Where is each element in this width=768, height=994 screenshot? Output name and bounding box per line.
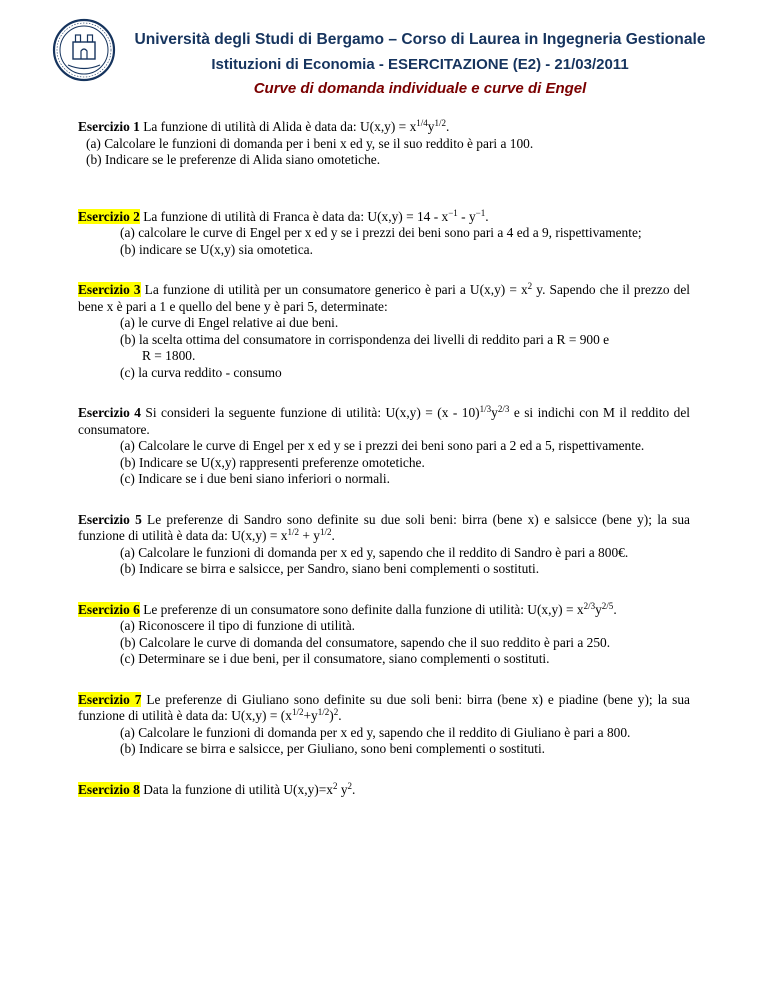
- exercise-7: [78, 692, 690, 758]
- exercise-item: (c) la curva reddito - consumo: [120, 364, 282, 380]
- topic-title: Curve di domanda individuale e curve di Engel: [253, 80, 587, 97]
- exercise-list: [78, 119, 690, 822]
- exercise-item: (b) Indicare se U(x,y) rappresenti preferenze omotetiche.: [120, 454, 425, 470]
- exercise-4: [78, 405, 690, 488]
- exercise-item: (b) la scelta ottima del consumatore in corrispondenza dei livelli di reddito pari a R = 900 e: [120, 331, 610, 347]
- exercise-title: Esercizio 1: [78, 119, 140, 134]
- exercise-title: Esercizio 6: [78, 601, 140, 617]
- exercise-5: [78, 512, 690, 578]
- exercise-item: (c) Indicare se i due beni siano inferiori o normali.: [120, 471, 390, 486]
- exercise-item: (b) Indicare se birra e salsicce, per Giuliano, sono beni complementi o sostituti.: [120, 741, 546, 756]
- exercise-item: (b) Indicare se le preferenze di Alida siano omotetiche.: [86, 152, 381, 167]
- exercise-title: Esercizio 4: [78, 405, 141, 420]
- exercise-3: [78, 282, 690, 381]
- exercise-title: Esercizio 2: [78, 208, 140, 224]
- exercise-title: Esercizio 3: [78, 282, 141, 297]
- exercise-statement: Esercizio 3 La funzione di utilità per un consumatore generico è pari a $U(x,y) = x^2$ y. Sapendo che il prezzo del bene x è pari a 1 e quello del bene y è pari 5, determinate:: [78, 281, 690, 314]
- exercise-1: [78, 119, 690, 169]
- exercise-statement: Esercizio 6 Le preferenze di un consumatore sono definite dalla funzione di utilità: $U(x,y) = x^{2/3}y^{2/5}$.: [78, 600, 617, 617]
- exercise-title: Esercizio 8: [78, 781, 140, 797]
- exercise-2: [78, 209, 690, 259]
- exercise-item: (a) Calcolare le funzioni di domanda per x ed y, sapendo che il reddito di Giuliano è pari a 800.: [120, 724, 631, 740]
- university-title: Università degli Studi di Bergamo – Corso di Laurea in Ingegneria Gestionale: [134, 31, 706, 48]
- exercise-item: (a) le curve di Engel relative ai due beni.: [120, 315, 339, 330]
- exercise-statement: Esercizio 1 La funzione di utilità di Alida è data da: $U(x,y) = x^{1/4}y^{1/2}$.: [78, 118, 450, 134]
- exercise-item: (a) Calcolare le curve di Engel per x ed y se i prezzi dei beni sono pari a 2 ed a 5, rispettivamente.: [120, 438, 645, 453]
- exercise-item: (a) Riconoscere il tipo di funzione di utilità.: [120, 618, 356, 633]
- exercise-statement: Esercizio 8 Data la funzione di utilità $U(x,y)=x^2$ $y^2$.: [78, 780, 356, 797]
- exercise-item: (a) Calcolare le funzioni di domanda per i beni x ed y, se il suo reddito è pari a 100.: [86, 135, 534, 151]
- exercise-item: (b) Indicare se birra e salsicce, per Sandro, siano beni complementi o sostituti.: [120, 561, 540, 576]
- exercise-6: [78, 602, 690, 668]
- exercise-statement: Esercizio 5 Le preferenze di Sandro sono definite su due soli beni: birra (bene x) e salsicce (bene y); la sua funzione di utilità è data da: $U(x,y) = x^{1/2} + y^{1/2}$.: [78, 511, 690, 543]
- exercise-item: (c) Determinare se i due beni, per il consumatore, siano complementi o sostituti.: [120, 651, 550, 666]
- exercise-title: Esercizio 5: [78, 511, 142, 527]
- exercise-item: (b) indicare se U(x,y) sia omotetica.: [120, 241, 313, 257]
- exercise-item: (a) calcolare le curve di Engel per x ed y se i prezzi dei beni sono pari a 4 ed a 9, rispettivamente;: [120, 225, 642, 240]
- exercise-statement: Esercizio 2 La funzione di utilità di Franca è data da: $U(x,y) = 14 - x^{-1} - y^{-1}$.: [78, 207, 489, 224]
- exercise-statement: Esercizio 7 Le preferenze di Giuliano sono definite su due soli beni: birra (bene x) e piadine (bene y); la sua funzione di utilità è data da: $U(x,y) = (x^{1/2}+y^{1/2})^2$.: [78, 691, 691, 723]
- exercise-item: (a) Calcolare le funzioni di domanda per x ed y, sapendo che il reddito di Sandro è pari a 800€.: [120, 544, 629, 560]
- course-title: Istituzioni di Economia - ESERCITAZIONE (E2) - 21/03/2011: [211, 56, 629, 73]
- exercise-statement: Esercizio 4 Si consideri la seguente funzione di utilità: $U(x,y) = (x - 10)^{1/3}y^{2/3}$ e si indichi con M il reddito del consumatore.: [78, 404, 690, 437]
- exercise-item: (b) Calcolare le curve di domanda del consumatore, sapendo che il suo reddito è pari a 250.: [120, 634, 611, 650]
- exercise-title: Esercizio 7: [78, 691, 142, 707]
- exercise-item-continuation: R = 1800.: [142, 348, 196, 363]
- exercise-8: [78, 782, 690, 799]
